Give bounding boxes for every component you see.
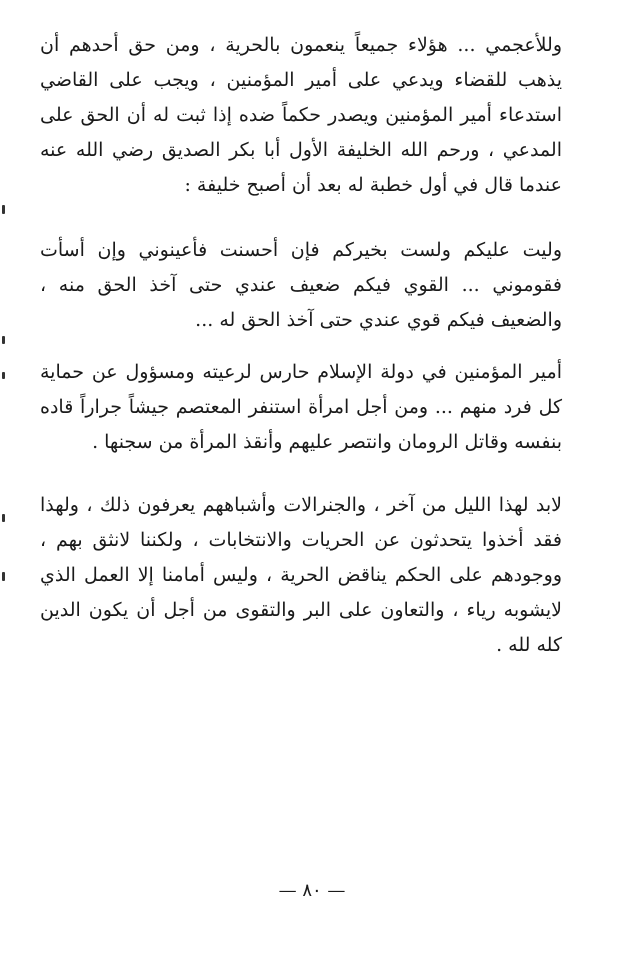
paragraph-4: لابد لهذا الليل من آخر ، والجنرالات وأشباههم يعرفون ذلك ، ولهذا فقد أخذوا يتحدثون عن الحريات والانتخابات ، ولكننا لانثق بهم ، ووجودهم على الحكم يناقض الحرية ، وليس أمامنا إلا العمل الذي لايشوبه رياء ، والتعاون على البر والتقوى من أجل أن يكون الدين كله لله .	[40, 494, 562, 656]
paragraph-1: وللأعجمي ... هؤلاء جميعاً ينعمون بالحرية ، ومن حق أحدهم أن يذهب للقضاء ويدعي على أمير المؤمنين ، ويجب على القاضي استدعاء أمير المؤمنين ويصدر حكماً ضده إذا ثبت له أن الحق على المدعي ، ورحم الله الخليفة الأول أبا بكر الصديق رضي الله عنه عندما قال في أول خطبة له بعد أن أصبح خليفة :	[40, 34, 562, 196]
scan-edge-mark	[2, 514, 5, 522]
paragraph-2-quote: وليت عليكم ولست بخيركم فإن أحسنت فأعينوني وإن أسأت فقوموني ... القوي فيكم ضعيف عندي حتى آخذ الحق منه ، والضعيف فيكم قوي عندي حتى آخذ الحق له ...	[40, 239, 562, 331]
scan-edge-mark	[2, 372, 5, 379]
paragraph-3: أمير المؤمنين في دولة الإسلام حارس لرعيته ومسؤول عن حماية كل فرد منهم ... ومن أجل امرأة استنفر المعتصم جيشاً جراراً قاده بنفسه وقاتل الرومان وانتصر عليهم وأنقذ المرأة من سجنها .	[40, 361, 562, 453]
scan-edge-mark	[2, 205, 5, 214]
scan-edge-mark	[2, 336, 5, 344]
page-number: — ٨٠ —	[278, 880, 346, 901]
scan-edge-mark	[2, 572, 5, 581]
